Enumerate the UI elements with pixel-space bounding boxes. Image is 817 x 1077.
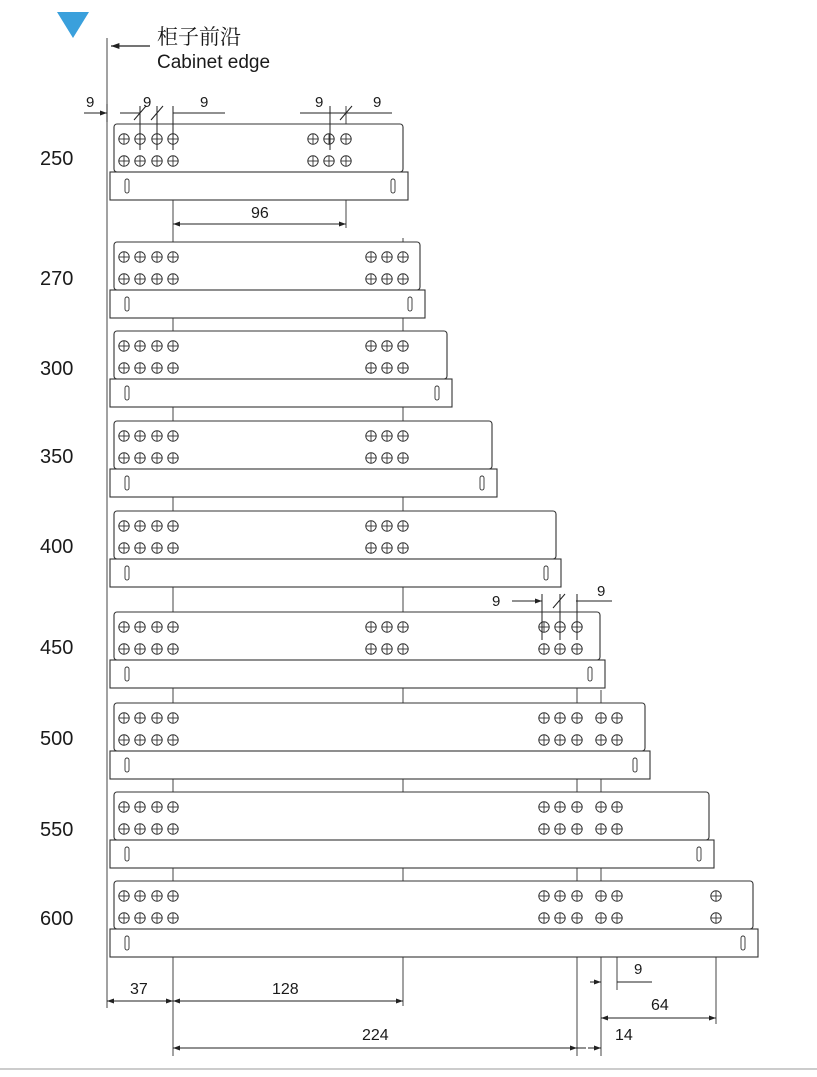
- mounting-hole-icon: [135, 521, 145, 531]
- span-96-label: 96: [251, 205, 269, 222]
- mounting-hole-icon: [152, 274, 162, 284]
- mounting-hole-icon: [539, 622, 549, 632]
- mounting-hole-icon: [555, 824, 565, 834]
- runner-length-label: 350: [40, 446, 74, 468]
- mounting-hole-icon: [308, 156, 318, 166]
- runner-bracket: [114, 511, 556, 559]
- mounting-hole-icon: [119, 521, 129, 531]
- mounting-hole-icon: [596, 891, 606, 901]
- runner-rail: [110, 929, 758, 957]
- mounting-hole-icon: [152, 363, 162, 373]
- mounting-hole-icon: [382, 622, 392, 632]
- mounting-hole-icon: [152, 543, 162, 553]
- mounting-hole-icon: [135, 453, 145, 463]
- mounting-hole-icon: [366, 622, 376, 632]
- runner-length-label: 600: [40, 908, 74, 930]
- mounting-hole-icon: [398, 644, 408, 654]
- mounting-hole-icon: [168, 543, 178, 553]
- top-dim-label-b: 9: [143, 94, 152, 111]
- mounting-hole-icon: [711, 913, 721, 923]
- mid-dim-label-b: 9: [597, 583, 606, 600]
- top-dim-label-d: 9: [315, 94, 324, 111]
- mounting-hole-icon: [119, 713, 129, 723]
- cabinet-edge-label-cn: 柜子前沿: [157, 25, 241, 49]
- mounting-hole-icon: [152, 735, 162, 745]
- mounting-hole-icon: [135, 735, 145, 745]
- dim-14-label: 14: [615, 1027, 633, 1044]
- mounting-hole-icon: [612, 913, 622, 923]
- runner-rows: [40, 124, 758, 957]
- mounting-hole-icon: [398, 453, 408, 463]
- runner-bracket: [114, 612, 600, 660]
- mounting-hole-icon: [555, 735, 565, 745]
- mounting-hole-icon: [382, 521, 392, 531]
- dim-37-label: 37: [130, 981, 148, 998]
- mounting-hole-icon: [152, 644, 162, 654]
- mounting-hole-icon: [168, 363, 178, 373]
- runner-rail: [110, 660, 605, 688]
- mounting-hole-icon: [596, 713, 606, 723]
- mounting-hole-icon: [135, 622, 145, 632]
- mounting-hole-icon: [539, 713, 549, 723]
- mounting-hole-icon: [152, 252, 162, 262]
- mounting-hole-icon: [119, 824, 129, 834]
- runner-row: [40, 511, 561, 587]
- mounting-hole-icon: [135, 341, 145, 351]
- mounting-hole-icon: [119, 802, 129, 812]
- runner-row: [40, 242, 425, 318]
- mounting-hole-icon: [152, 341, 162, 351]
- mounting-hole-icon: [366, 521, 376, 531]
- top-dim-label-a: 9: [86, 94, 95, 111]
- mounting-hole-icon: [398, 431, 408, 441]
- mounting-hole-icon: [398, 521, 408, 531]
- mounting-hole-icon: [341, 134, 351, 144]
- runner-row: [40, 421, 497, 497]
- mounting-hole-icon: [135, 252, 145, 262]
- runner-row: [40, 124, 408, 200]
- mounting-hole-icon: [596, 735, 606, 745]
- mounting-hole-icon: [341, 156, 351, 166]
- mounting-hole-icon: [366, 274, 376, 284]
- runner-length-label: 450: [40, 637, 74, 659]
- mounting-hole-icon: [135, 802, 145, 812]
- mounting-hole-icon: [382, 644, 392, 654]
- runner-length-label: 400: [40, 536, 74, 558]
- mounting-hole-icon: [539, 824, 549, 834]
- runner-bracket: [114, 792, 709, 840]
- mounting-hole-icon: [539, 644, 549, 654]
- mounting-hole-icon: [135, 713, 145, 723]
- mounting-hole-icon: [398, 543, 408, 553]
- mounting-hole-icon: [324, 134, 334, 144]
- mounting-hole-icon: [612, 891, 622, 901]
- runner-bracket: [114, 881, 753, 929]
- mounting-hole-icon: [135, 891, 145, 901]
- mounting-hole-icon: [612, 735, 622, 745]
- mounting-hole-icon: [168, 735, 178, 745]
- mounting-hole-icon: [366, 543, 376, 553]
- mounting-hole-icon: [168, 891, 178, 901]
- mounting-hole-icon: [398, 274, 408, 284]
- mounting-hole-icon: [398, 252, 408, 262]
- mounting-hole-icon: [612, 802, 622, 812]
- runner-length-label: 300: [40, 358, 74, 380]
- mounting-hole-icon: [366, 363, 376, 373]
- mounting-hole-icon: [135, 824, 145, 834]
- mounting-hole-icon: [398, 363, 408, 373]
- mounting-hole-icon: [152, 824, 162, 834]
- mounting-hole-icon: [555, 644, 565, 654]
- mounting-hole-icon: [596, 824, 606, 834]
- mounting-hole-icon: [119, 891, 129, 901]
- runner-rail: [110, 840, 714, 868]
- top-dim-label-c: 9: [200, 94, 209, 111]
- mounting-hole-icon: [382, 453, 392, 463]
- mounting-hole-icon: [119, 341, 129, 351]
- mounting-hole-icon: [366, 431, 376, 441]
- mounting-hole-icon: [612, 713, 622, 723]
- mounting-hole-icon: [119, 622, 129, 632]
- mounting-hole-icon: [135, 431, 145, 441]
- mounting-hole-icon: [119, 735, 129, 745]
- mounting-hole-icon: [398, 622, 408, 632]
- mounting-hole-icon: [152, 891, 162, 901]
- mounting-hole-icon: [152, 453, 162, 463]
- runner-row: [40, 881, 758, 957]
- mounting-hole-icon: [119, 156, 129, 166]
- mounting-hole-icon: [119, 913, 129, 923]
- runner-length-label: 250: [40, 148, 74, 170]
- mounting-hole-icon: [382, 431, 392, 441]
- mounting-hole-icon: [596, 913, 606, 923]
- mounting-hole-icon: [135, 913, 145, 923]
- dim-9-label: 9: [634, 961, 643, 978]
- mounting-hole-icon: [398, 341, 408, 351]
- mid-dim-label-a: 9: [492, 593, 501, 610]
- blue-triangle-marker: [57, 12, 89, 38]
- mounting-hole-icon: [612, 824, 622, 834]
- mounting-hole-icon: [555, 802, 565, 812]
- mounting-hole-icon: [555, 913, 565, 923]
- mounting-hole-icon: [382, 363, 392, 373]
- mounting-hole-icon: [168, 252, 178, 262]
- runner-row: [40, 792, 714, 868]
- mounting-hole-icon: [539, 802, 549, 812]
- mounting-hole-icon: [572, 713, 582, 723]
- mounting-hole-icon: [168, 824, 178, 834]
- mounting-hole-icon: [119, 363, 129, 373]
- mounting-hole-icon: [711, 891, 721, 901]
- mounting-hole-icon: [152, 622, 162, 632]
- mounting-hole-icon: [572, 644, 582, 654]
- runner-rail: [110, 379, 452, 407]
- mounting-hole-icon: [135, 363, 145, 373]
- mounting-hole-icon: [539, 891, 549, 901]
- mounting-hole-icon: [152, 431, 162, 441]
- runner-row: [40, 703, 650, 779]
- mounting-hole-icon: [572, 891, 582, 901]
- mounting-hole-icon: [119, 431, 129, 441]
- mounting-hole-icon: [572, 824, 582, 834]
- mounting-hole-icon: [152, 521, 162, 531]
- mounting-hole-icon: [168, 453, 178, 463]
- mounting-hole-icon: [572, 802, 582, 812]
- mounting-hole-icon: [168, 913, 178, 923]
- dim-64-label: 64: [651, 997, 669, 1014]
- mounting-hole-icon: [119, 644, 129, 654]
- cabinet-edge-label-en: Cabinet edge: [157, 52, 271, 73]
- mounting-hole-icon: [596, 802, 606, 812]
- mounting-hole-icon: [168, 274, 178, 284]
- top-dim-label-e: 9: [373, 94, 382, 111]
- mounting-hole-icon: [119, 543, 129, 553]
- runner-bracket: [114, 421, 492, 469]
- runner-row: [40, 612, 605, 688]
- runner-bracket: [114, 703, 645, 751]
- mounting-hole-icon: [366, 341, 376, 351]
- runner-bracket: [114, 331, 447, 379]
- mounting-hole-icon: [366, 453, 376, 463]
- mounting-hole-icon: [152, 156, 162, 166]
- mounting-hole-icon: [168, 644, 178, 654]
- mounting-hole-icon: [366, 644, 376, 654]
- runner-length-label: 270: [40, 268, 74, 290]
- runner-row: [40, 331, 452, 407]
- mounting-hole-icon: [119, 453, 129, 463]
- mounting-hole-icon: [382, 274, 392, 284]
- mounting-hole-icon: [135, 644, 145, 654]
- mounting-hole-icon: [152, 713, 162, 723]
- runner-rail: [110, 290, 425, 318]
- mounting-hole-icon: [382, 543, 392, 553]
- runner-rail: [110, 469, 497, 497]
- dim-128-label: 128: [272, 981, 299, 998]
- runner-length-label: 550: [40, 819, 74, 841]
- mounting-hole-icon: [119, 134, 129, 144]
- mounting-hole-icon: [135, 274, 145, 284]
- mounting-hole-icon: [152, 802, 162, 812]
- mounting-hole-icon: [168, 622, 178, 632]
- mounting-hole-icon: [539, 735, 549, 745]
- runner-rail: [110, 751, 650, 779]
- mounting-hole-icon: [152, 913, 162, 923]
- mounting-hole-icon: [168, 156, 178, 166]
- mounting-hole-icon: [366, 252, 376, 262]
- mounting-hole-icon: [555, 713, 565, 723]
- mounting-hole-icon: [382, 341, 392, 351]
- runner-rail: [110, 172, 408, 200]
- mounting-hole-icon: [572, 735, 582, 745]
- runner-rail: [110, 559, 561, 587]
- mounting-hole-icon: [168, 802, 178, 812]
- mounting-hole-icon: [168, 431, 178, 441]
- mounting-hole-icon: [168, 341, 178, 351]
- mounting-hole-icon: [555, 891, 565, 901]
- runner-length-label: 500: [40, 728, 74, 750]
- mounting-hole-icon: [119, 252, 129, 262]
- mounting-hole-icon: [135, 543, 145, 553]
- mounting-hole-icon: [168, 713, 178, 723]
- mounting-hole-icon: [539, 913, 549, 923]
- mounting-hole-icon: [168, 521, 178, 531]
- mounting-hole-icon: [308, 134, 318, 144]
- mounting-hole-icon: [324, 156, 334, 166]
- mounting-hole-icon: [135, 156, 145, 166]
- mounting-hole-icon: [382, 252, 392, 262]
- mounting-hole-icon: [572, 913, 582, 923]
- mounting-hole-icon: [119, 274, 129, 284]
- dim-224-label: 224: [362, 1027, 389, 1044]
